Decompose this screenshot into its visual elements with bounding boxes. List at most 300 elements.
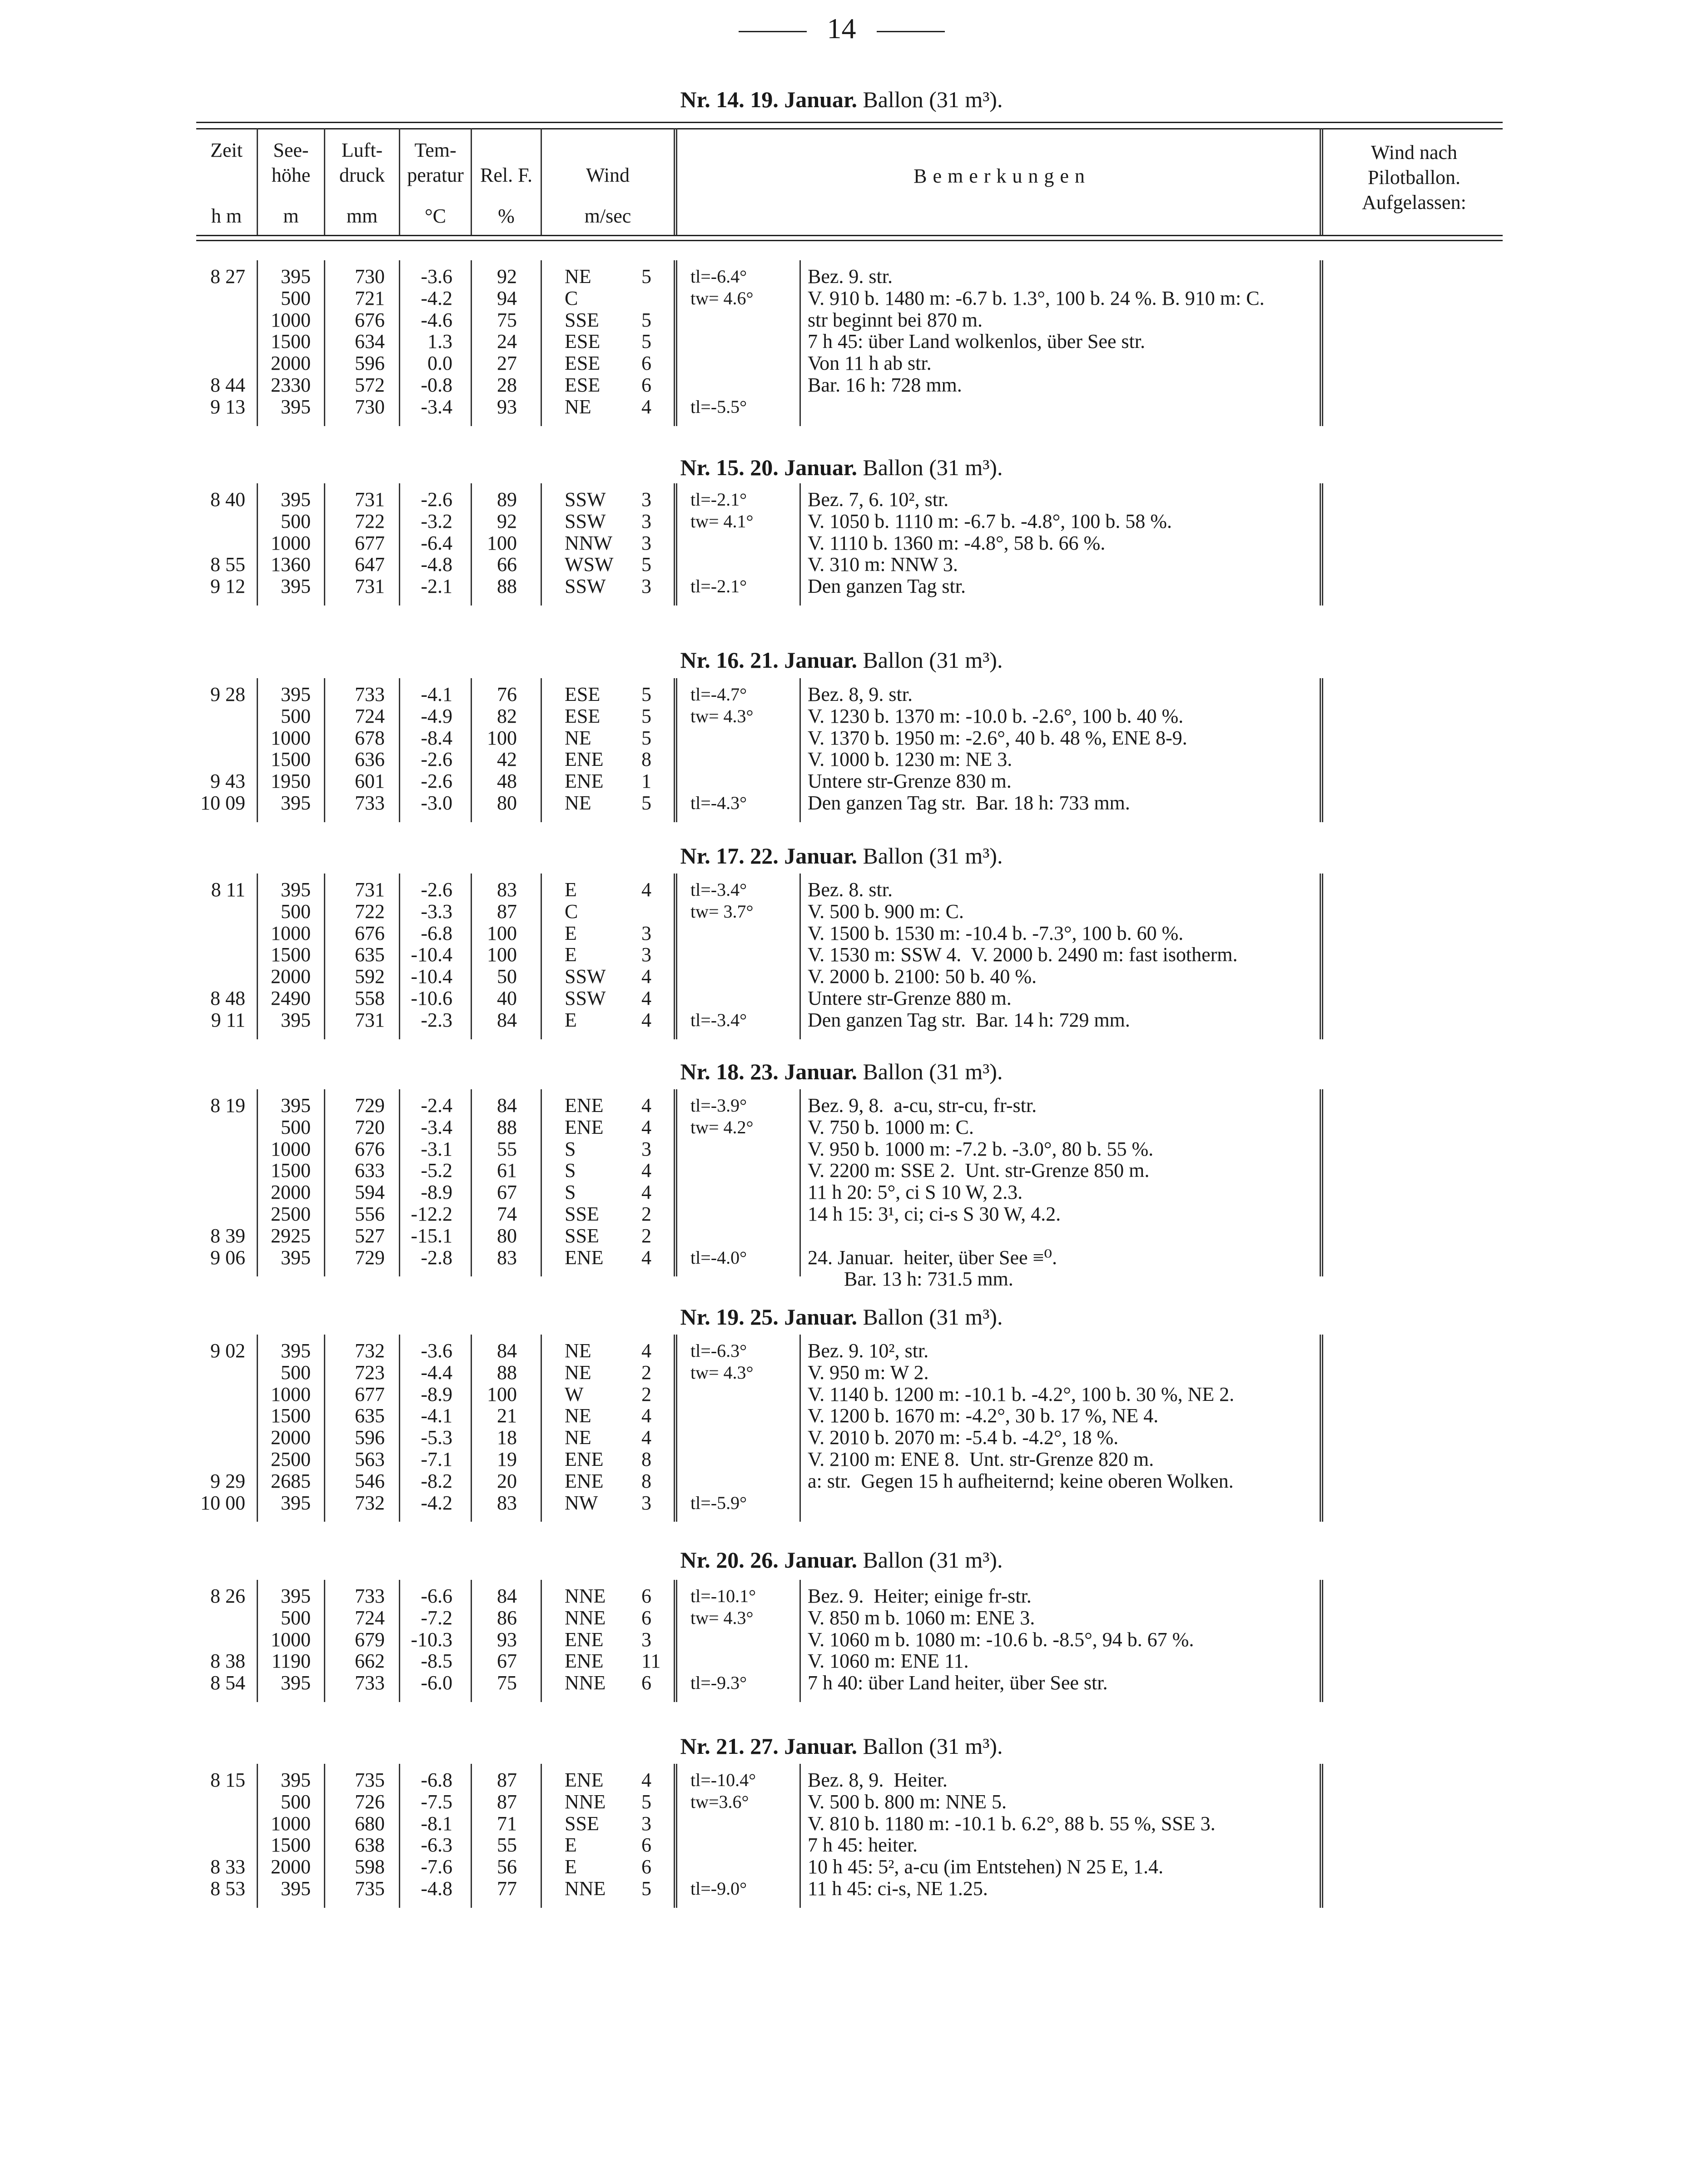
sec2-vsep-1 xyxy=(324,678,325,822)
sec7-vsep-3 xyxy=(471,1764,472,1908)
cell-relfeuchte: 40 xyxy=(497,987,517,1009)
cell-luftdruck: 633 xyxy=(355,1159,385,1182)
cell-zeit: 8 27 xyxy=(210,265,245,288)
cell-tt: tl=-4.3° xyxy=(690,793,747,813)
cell-wind-speed: 3 xyxy=(641,1137,651,1160)
cell-wind-speed: 8 xyxy=(641,748,651,771)
cell-temperatur: -8.9 xyxy=(421,1181,452,1204)
cell-bemerkung: Den ganzen Tag str. Bar. 14 h: 729 mm. xyxy=(808,1008,1130,1031)
cell-zeit: 8 48 xyxy=(210,987,245,1009)
cell-relfeuchte: 87 xyxy=(497,1790,517,1813)
cell-wind-speed: 6 xyxy=(641,1585,651,1607)
cell-wind-speed: 6 xyxy=(641,1606,651,1629)
section-date: 26. Januar. xyxy=(750,1547,857,1573)
cell-zeit: 8 54 xyxy=(210,1672,245,1694)
cell-seehoehe: 2490 xyxy=(271,987,311,1009)
cell-zeit: 9 29 xyxy=(210,1469,245,1492)
section-title-20 xyxy=(0,1547,1683,1573)
cell-seehoehe: 1190 xyxy=(271,1650,311,1673)
header-top-rule-0 xyxy=(196,122,1503,123)
cell-wind-speed: 2 xyxy=(641,1383,651,1405)
cell-luftdruck: 731 xyxy=(355,879,385,901)
sec6-vsep-0 xyxy=(257,1580,258,1702)
cell-temperatur: -5.2 xyxy=(421,1159,452,1182)
cell-luftdruck: 677 xyxy=(355,1383,385,1405)
cell-tt: tl=-4.0° xyxy=(690,1247,747,1268)
cell-luftdruck: 635 xyxy=(355,943,385,966)
cell-tt: tw= 4.6° xyxy=(690,288,754,308)
cell-seehoehe: 1000 xyxy=(271,1383,311,1405)
cell-wind-dir: S xyxy=(565,1181,576,1204)
cell-wind-dir: NNE xyxy=(565,1672,606,1694)
cell-relfeuchte: 21 xyxy=(497,1405,517,1427)
cell-seehoehe: 1500 xyxy=(271,1834,311,1856)
cell-luftdruck: 720 xyxy=(355,1116,385,1138)
cell-wind-speed: 3 xyxy=(641,943,651,966)
sec6-vsep-end xyxy=(1320,1580,1323,1702)
cell-wind-dir: S xyxy=(565,1159,576,1182)
sec2-vsep-tt xyxy=(799,678,801,822)
section-date: 21. Januar. xyxy=(750,647,857,673)
cell-wind-speed: 4 xyxy=(641,1181,651,1204)
cell-relfeuchte: 28 xyxy=(497,374,517,396)
cell-seehoehe: 2000 xyxy=(271,1181,311,1204)
sec4-vsep-3 xyxy=(471,1089,472,1276)
sec2-vsep-4 xyxy=(541,678,542,822)
cell-bemerkung-extra: Bar. 13 h: 731.5 mm. xyxy=(844,1268,1013,1291)
cell-wind-dir: ENE xyxy=(565,1650,604,1673)
cell-relfeuchte: 67 xyxy=(497,1181,517,1204)
cell-bemerkung: 11 h 20: 5°, ci S 10 W, 2.3. xyxy=(808,1181,1023,1204)
cell-luftdruck: 662 xyxy=(355,1650,385,1673)
cell-temperatur: -2.6 xyxy=(421,748,452,771)
cell-relfeuchte: 80 xyxy=(497,1224,517,1247)
cell-relfeuchte: 92 xyxy=(497,265,517,288)
cell-seehoehe: 500 xyxy=(281,705,311,727)
cell-seehoehe: 2685 xyxy=(271,1469,311,1492)
cell-bemerkung: 7 h 45: über Land wolkenlos, über See str. xyxy=(808,330,1145,353)
sec2-vsep-0 xyxy=(257,678,258,822)
cell-zeit: 9 06 xyxy=(210,1246,245,1269)
cell-wind-dir: E xyxy=(565,1834,577,1856)
header-bottom-rule-1 xyxy=(196,240,1503,241)
cell-seehoehe: 1500 xyxy=(271,943,311,966)
cell-seehoehe: 500 xyxy=(281,1606,311,1629)
cell-zeit: 8 39 xyxy=(210,1224,245,1247)
sec2-vsep-wind xyxy=(674,678,677,822)
cell-temperatur: -6.4 xyxy=(421,531,452,554)
cell-seehoehe: 395 xyxy=(281,1672,311,1694)
cell-relfeuchte: 84 xyxy=(497,1008,517,1031)
cell-temperatur: -10.3 xyxy=(411,1628,452,1651)
cell-bemerkung: V. 810 b. 1180 m: -10.1 b. 6.2°, 88 b. 55 %, SSE 3. xyxy=(808,1812,1216,1835)
sec0-vsep-0 xyxy=(257,260,258,426)
cell-bemerkung: V. 1200 b. 1670 m: -4.2°, 30 b. 17 %, NE 4. xyxy=(808,1405,1159,1427)
cell-seehoehe: 1500 xyxy=(271,1405,311,1427)
cell-temperatur: -4.1 xyxy=(421,683,452,705)
sec1-vsep-wind xyxy=(674,483,677,606)
cell-luftdruck: 726 xyxy=(355,1790,385,1813)
sec7-vsep-0 xyxy=(257,1764,258,1908)
cell-temperatur: -3.6 xyxy=(421,265,452,288)
cell-zeit: 8 38 xyxy=(210,1650,245,1673)
cell-relfeuchte: 67 xyxy=(497,1650,517,1673)
cell-wind-dir: C xyxy=(565,287,578,309)
cell-bemerkung: V. 2100 m: ENE 8. Unt. str-Grenze 820 m. xyxy=(808,1448,1154,1470)
cell-wind-dir: ESE xyxy=(565,683,601,705)
cell-wind-dir: S xyxy=(565,1137,576,1160)
cell-seehoehe: 2925 xyxy=(271,1224,311,1247)
cell-relfeuchte: 100 xyxy=(487,922,517,944)
sec5-vsep-2 xyxy=(399,1335,400,1522)
cell-bemerkung: V. 1370 b. 1950 m: -2.6°, 40 b. 48 %, ENE 8-9. xyxy=(808,726,1187,749)
cell-zeit: 8 44 xyxy=(210,374,245,396)
cell-wind-dir: ENE xyxy=(565,1769,604,1791)
cell-wind-speed: 3 xyxy=(641,1491,651,1514)
cell-bemerkung: Bez. 9. str. xyxy=(808,265,893,288)
section-date: 25. Januar. xyxy=(750,1304,857,1330)
cell-wind-dir: E xyxy=(565,922,577,944)
cell-luftdruck: 721 xyxy=(355,287,385,309)
cell-wind-dir: WSW xyxy=(565,553,614,576)
cell-zeit: 8 40 xyxy=(210,488,245,511)
header-zeit-line-0: Zeit xyxy=(210,139,243,161)
cell-seehoehe: 395 xyxy=(281,1008,311,1031)
cell-luftdruck: 731 xyxy=(355,488,385,511)
cell-seehoehe: 395 xyxy=(281,1491,311,1514)
cell-luftdruck: 596 xyxy=(355,1426,385,1449)
cell-wind-dir: ENE xyxy=(565,1094,604,1117)
cell-wind-speed: 4 xyxy=(641,1159,651,1182)
section-title-16 xyxy=(0,647,1683,673)
cell-relfeuchte: 88 xyxy=(497,1116,517,1138)
cell-tt: tl=-6.3° xyxy=(690,1340,747,1361)
cell-luftdruck: 563 xyxy=(355,1448,385,1470)
cell-wind-speed: 11 xyxy=(641,1650,661,1673)
cell-relfeuchte: 86 xyxy=(497,1606,517,1629)
cell-wind-dir: NE xyxy=(565,1340,591,1362)
cell-relfeuchte: 75 xyxy=(497,1672,517,1694)
cell-temperatur: 0.0 xyxy=(427,352,452,375)
cell-luftdruck: 731 xyxy=(355,1008,385,1031)
header-seehoehe-line-0: See- xyxy=(273,139,309,161)
cell-temperatur: -15.1 xyxy=(411,1224,452,1247)
cell-bemerkung: Bez. 7, 6. 10², str. xyxy=(808,488,949,511)
sec6-vsep-4 xyxy=(541,1580,542,1702)
cell-relfeuchte: 61 xyxy=(497,1159,517,1182)
cell-bemerkung: V. 750 b. 1000 m: C. xyxy=(808,1116,974,1138)
sec7-vsep-1 xyxy=(324,1764,325,1908)
cell-tt: tl=-6.4° xyxy=(690,266,747,287)
sec7-vsep-tt xyxy=(799,1764,801,1908)
cell-wind-dir: SSE xyxy=(565,1224,599,1247)
cell-relfeuchte: 77 xyxy=(497,1877,517,1900)
cell-seehoehe: 1000 xyxy=(271,922,311,944)
cell-bemerkung: V. 1530 m: SSW 4. V. 2000 b. 2490 m: fast isotherm. xyxy=(808,943,1238,966)
sec3-vsep-2 xyxy=(399,874,400,1039)
cell-wind-speed: 5 xyxy=(641,265,651,288)
cell-luftdruck: 729 xyxy=(355,1246,385,1269)
cell-bemerkung: V. 1060 m: ENE 11. xyxy=(808,1650,969,1673)
sec4-vsep-4 xyxy=(541,1089,542,1276)
cell-luftdruck: 634 xyxy=(355,330,385,353)
header-wind-line-1: Wind xyxy=(586,164,630,186)
cell-bemerkung: Untere str-Grenze 830 m. xyxy=(808,770,1012,793)
cell-zeit: 10 00 xyxy=(200,1491,245,1514)
cell-wind-speed: 4 xyxy=(641,879,651,901)
sec6-vsep-tt xyxy=(799,1580,801,1702)
cell-zeit: 10 09 xyxy=(200,792,245,814)
header-temperatur-line-0: Tem- xyxy=(414,139,457,161)
section-ballon: Ballon (31 m³). xyxy=(863,1304,1003,1330)
cell-wind-dir: NE xyxy=(565,265,591,288)
cell-bemerkung: Bez. 9. Heiter; einige fr-str. xyxy=(808,1585,1032,1607)
cell-relfeuchte: 56 xyxy=(497,1856,517,1878)
cell-seehoehe: 2500 xyxy=(271,1448,311,1470)
cell-relfeuchte: 80 xyxy=(497,792,517,814)
cell-bemerkung: 7 h 45: heiter. xyxy=(808,1834,918,1856)
cell-temperatur: -8.5 xyxy=(421,1650,452,1673)
cell-zeit: 9 02 xyxy=(210,1340,245,1362)
cell-wind-dir: SSE xyxy=(565,1203,599,1225)
cell-seehoehe: 395 xyxy=(281,488,311,511)
cell-seehoehe: 1500 xyxy=(271,748,311,771)
section-ballon: Ballon (31 m³). xyxy=(863,1733,1003,1759)
cell-seehoehe: 500 xyxy=(281,510,311,532)
cell-wind-speed: 8 xyxy=(641,1448,651,1470)
cell-seehoehe: 500 xyxy=(281,287,311,309)
cell-wind-speed: 5 xyxy=(641,726,651,749)
cell-wind-speed: 1 xyxy=(641,770,651,793)
cell-zeit: 8 55 xyxy=(210,553,245,576)
cell-bemerkung: 7 h 40: über Land heiter, über See str. xyxy=(808,1672,1108,1694)
cell-relfeuchte: 84 xyxy=(497,1585,517,1607)
cell-bemerkung: V. 950 b. 1000 m: -7.2 b. -3.0°, 80 b. 55 %. xyxy=(808,1137,1154,1160)
cell-wind-dir: SSW xyxy=(565,575,606,598)
cell-luftdruck: 730 xyxy=(355,265,385,288)
cell-wind-speed: 6 xyxy=(641,1834,651,1856)
cell-bemerkung: V. 2010 b. 2070 m: -5.4 b. -4.2°, 18 %. xyxy=(808,1426,1119,1449)
cell-wind-dir: ENE xyxy=(565,748,604,771)
cell-seehoehe: 395 xyxy=(281,265,311,288)
cell-relfeuchte: 75 xyxy=(497,308,517,331)
sec4-vsep-2 xyxy=(399,1089,400,1276)
cell-bemerkung: V. 1230 b. 1370 m: -10.0 b. -2.6°, 100 b. 40 %. xyxy=(808,705,1184,727)
cell-wind-dir: NNW xyxy=(565,531,613,554)
cell-luftdruck: 598 xyxy=(355,1856,385,1878)
header-bottom-rule-0 xyxy=(196,235,1503,236)
cell-luftdruck: 735 xyxy=(355,1877,385,1900)
cell-wind-dir: NE xyxy=(565,1405,591,1427)
cell-luftdruck: 676 xyxy=(355,1137,385,1160)
cell-seehoehe: 2000 xyxy=(271,965,311,988)
cell-zeit: 8 11 xyxy=(211,879,245,901)
cell-seehoehe: 395 xyxy=(281,1094,311,1117)
cell-seehoehe: 395 xyxy=(281,395,311,418)
cell-temperatur: -10.6 xyxy=(411,987,452,1009)
cell-relfeuchte: 89 xyxy=(497,488,517,511)
cell-zeit: 8 33 xyxy=(210,1856,245,1878)
cell-relfeuchte: 83 xyxy=(497,1246,517,1269)
cell-luftdruck: 729 xyxy=(355,1094,385,1117)
header-temperatur-line-1: peratur xyxy=(407,164,464,186)
cell-relfeuchte: 84 xyxy=(497,1340,517,1362)
cell-temperatur: -7.5 xyxy=(421,1790,452,1813)
cell-bemerkung: V. 500 b. 900 m: C. xyxy=(808,900,964,923)
sec3-vsep-wind xyxy=(674,874,677,1039)
cell-temperatur: -8.4 xyxy=(421,726,452,749)
header-top-rule-1 xyxy=(196,128,1503,129)
cell-relfeuchte: 100 xyxy=(487,531,517,554)
cell-wind-speed: 3 xyxy=(641,922,651,944)
header-wind-nach-line-1: Pilotballon. xyxy=(1367,166,1461,189)
cell-temperatur: -4.1 xyxy=(421,1405,452,1427)
cell-seehoehe: 1000 xyxy=(271,1628,311,1651)
cell-bemerkung: Bar. 16 h: 728 mm. xyxy=(808,374,962,396)
cell-tt: tl=-9.0° xyxy=(690,1878,747,1899)
sec7-vsep-wind xyxy=(674,1764,677,1908)
sec1-vsep-3 xyxy=(471,483,472,606)
cell-wind-speed: 4 xyxy=(641,395,651,418)
cell-bemerkung: Bez. 9, 8. a-cu, str-cu, fr-str. xyxy=(808,1094,1037,1117)
cell-luftdruck: 724 xyxy=(355,705,385,727)
cell-bemerkung: V. 310 m: NNW 3. xyxy=(808,553,958,576)
sec1-vsep-tt xyxy=(799,483,801,606)
sec0-vsep-end xyxy=(1320,260,1323,426)
cell-bemerkung: Bez. 9. 10², str. xyxy=(808,1340,929,1362)
cell-seehoehe: 500 xyxy=(281,900,311,923)
cell-tt: tw= 4.1° xyxy=(690,511,754,531)
cell-wind-speed: 4 xyxy=(641,1094,651,1117)
cell-temperatur: -0.8 xyxy=(421,374,452,396)
cell-seehoehe: 500 xyxy=(281,1116,311,1138)
cell-temperatur: -12.2 xyxy=(411,1203,452,1225)
cell-temperatur: -10.4 xyxy=(411,943,452,966)
cell-wind-dir: ENE xyxy=(565,1448,604,1470)
cell-temperatur: -6.8 xyxy=(421,1769,452,1791)
cell-bemerkung: Untere str-Grenze 880 m. xyxy=(808,987,1012,1009)
sec4-vsep-tt xyxy=(799,1089,801,1276)
cell-zeit: 9 43 xyxy=(210,770,245,793)
cell-luftdruck: 635 xyxy=(355,1405,385,1427)
cell-wind-dir: SSE xyxy=(565,308,599,331)
cell-wind-dir: ENE xyxy=(565,770,604,793)
cell-seehoehe: 1000 xyxy=(271,531,311,554)
sec5-vsep-0 xyxy=(257,1335,258,1522)
sec1-vsep-4 xyxy=(541,483,542,606)
cell-zeit: 9 28 xyxy=(210,683,245,705)
cell-wind-speed: 4 xyxy=(641,1426,651,1449)
cell-luftdruck: 680 xyxy=(355,1812,385,1835)
cell-temperatur: -7.6 xyxy=(421,1856,452,1878)
cell-wind-dir: NNE xyxy=(565,1585,606,1607)
sec5-vsep-tt xyxy=(799,1335,801,1522)
sec1-vsep-2 xyxy=(399,483,400,606)
sec5-vsep-4 xyxy=(541,1335,542,1522)
cell-wind-speed: 2 xyxy=(641,1203,651,1225)
cell-temperatur: -3.4 xyxy=(421,1116,452,1138)
cell-luftdruck: 724 xyxy=(355,1606,385,1629)
page-number: 14 xyxy=(827,12,856,45)
cell-wind-dir: SSE xyxy=(565,1812,599,1835)
cell-luftdruck: 636 xyxy=(355,748,385,771)
cell-wind-dir: NE xyxy=(565,1361,591,1384)
cell-relfeuchte: 55 xyxy=(497,1137,517,1160)
cell-luftdruck: 527 xyxy=(355,1224,385,1247)
cell-luftdruck: 558 xyxy=(355,987,385,1009)
cell-bemerkung: 10 h 45: 5², a-cu (im Entstehen) N 25 E, 1.4. xyxy=(808,1856,1164,1878)
cell-relfeuchte: 93 xyxy=(497,395,517,418)
cell-seehoehe: 2000 xyxy=(271,1426,311,1449)
header-seehoehe-line-1: höhe xyxy=(271,164,311,186)
section-date: 27. Januar. xyxy=(750,1733,857,1759)
cell-wind-speed: 6 xyxy=(641,352,651,375)
cell-relfeuchte: 87 xyxy=(497,1769,517,1791)
cell-relfeuchte: 74 xyxy=(497,1203,517,1225)
cell-wind-speed: 5 xyxy=(641,308,651,331)
cell-zeit: 8 19 xyxy=(210,1094,245,1117)
cell-seehoehe: 2000 xyxy=(271,1856,311,1878)
cell-temperatur: -3.6 xyxy=(421,1340,452,1362)
cell-tt: tw= 4.3° xyxy=(690,1607,754,1628)
sec1-vsep-0 xyxy=(257,483,258,606)
cell-seehoehe: 395 xyxy=(281,1877,311,1900)
cell-bemerkung: V. 1050 b. 1110 m: -6.7 b. -4.8°, 100 b. 58 %. xyxy=(808,510,1172,532)
header-seehoehe-line-2: m xyxy=(283,205,299,227)
cell-temperatur: -4.2 xyxy=(421,1491,452,1514)
sec3-vsep-end xyxy=(1320,874,1323,1039)
cell-seehoehe: 395 xyxy=(281,1340,311,1362)
cell-wind-speed: 4 xyxy=(641,1405,651,1427)
section-nr: Nr. 18. xyxy=(680,1059,745,1084)
cell-wind-dir: NE xyxy=(565,792,591,814)
cell-relfeuchte: 48 xyxy=(497,770,517,793)
cell-seehoehe: 395 xyxy=(281,1246,311,1269)
cell-bemerkung: V. 500 b. 800 m: NNE 5. xyxy=(808,1790,1007,1813)
section-title-21 xyxy=(0,1733,1683,1759)
cell-temperatur: -4.8 xyxy=(421,553,452,576)
cell-seehoehe: 1500 xyxy=(271,1159,311,1182)
cell-temperatur: -10.4 xyxy=(411,965,452,988)
cell-tt: tl=-3.9° xyxy=(690,1095,747,1116)
cell-seehoehe: 500 xyxy=(281,1361,311,1384)
cell-wind-dir: NE xyxy=(565,395,591,418)
cell-tt: tl=-2.1° xyxy=(690,576,747,597)
cell-wind-speed: 5 xyxy=(641,1877,651,1900)
cell-bemerkung: V. 950 m: W 2. xyxy=(808,1361,929,1384)
cell-wind-dir: E xyxy=(565,1856,577,1878)
header-bemerkungen: B e m e r k u n g e n xyxy=(913,165,1085,187)
section-ballon: Ballon (31 m³). xyxy=(863,843,1003,869)
section-ballon: Ballon (31 m³). xyxy=(863,455,1003,480)
cell-wind-dir: SSW xyxy=(565,510,606,532)
cell-seehoehe: 1000 xyxy=(271,1812,311,1835)
cell-wind-speed: 5 xyxy=(641,683,651,705)
section-title-19 xyxy=(0,1304,1683,1330)
sec7-vsep-4 xyxy=(541,1764,542,1908)
cell-seehoehe: 395 xyxy=(281,1769,311,1791)
cell-relfeuchte: 18 xyxy=(497,1426,517,1449)
page-number-line xyxy=(0,12,1683,45)
header-luftdruck-line-0: Luft- xyxy=(341,139,383,161)
cell-bemerkung: Von 11 h ab str. xyxy=(808,352,932,375)
cell-wind-speed: 4 xyxy=(641,1116,651,1138)
cell-seehoehe: 500 xyxy=(281,1790,311,1813)
cell-luftdruck: 676 xyxy=(355,308,385,331)
sec0-vsep-3 xyxy=(471,260,472,426)
sec6-vsep-1 xyxy=(324,1580,325,1702)
cell-wind-dir: NW xyxy=(565,1491,598,1514)
